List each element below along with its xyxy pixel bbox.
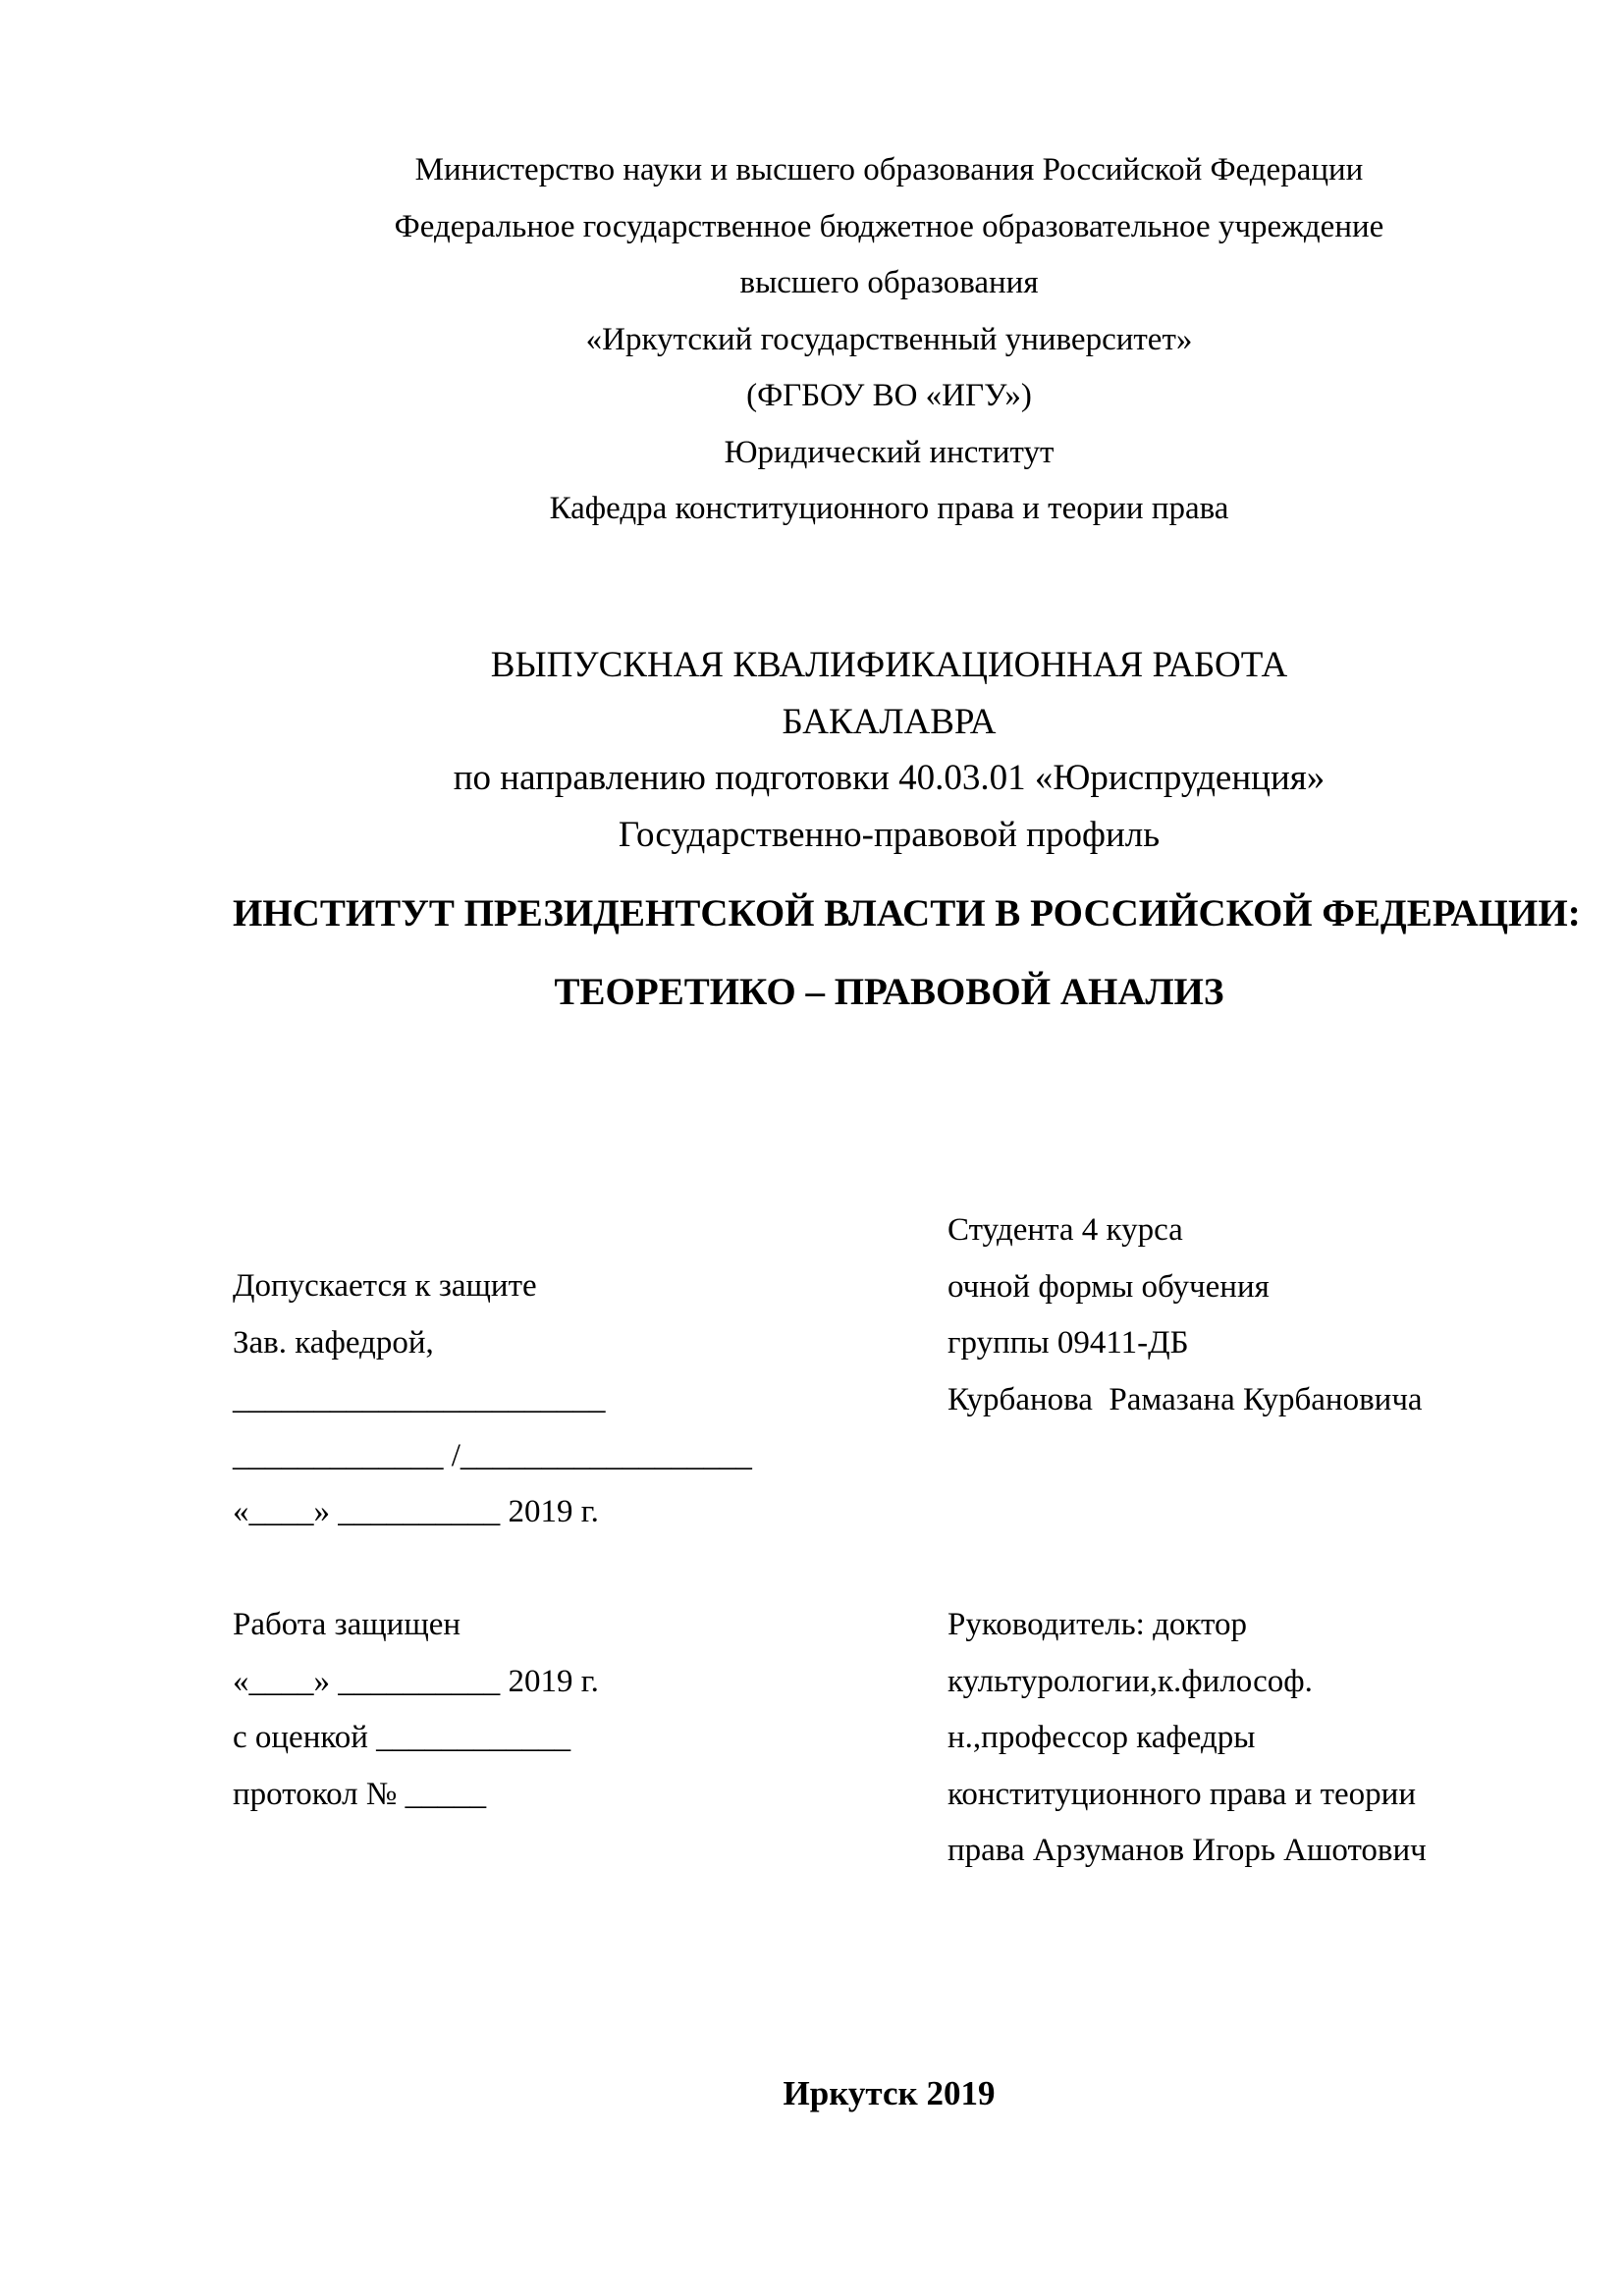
specialty-line: по направлению подготовки 40.03.01 «Юриспруденция» (453, 758, 1326, 798)
institution-line: Федеральное государственное бюджетное образовательное учреждение (394, 208, 1384, 244)
department-head-line: Зав. кафедрой, (233, 1324, 434, 1361)
ministry-line: Министерство науки и высшего образования Российской Федерации (414, 152, 1364, 187)
student-name-line: Курбанова Рамазана Курбановича (947, 1381, 1423, 1417)
study-form-line: очной формы обучения (947, 1268, 1270, 1305)
work-defended-line: Работа защищен (233, 1607, 461, 1642)
thesis-title (233, 875, 1581, 1032)
defense-date-blank-line: «____» __________ 2019 г. (233, 1663, 599, 1699)
approval-date-blank-line: «____» __________ 2019 г. (233, 1494, 599, 1529)
profile-line: Государственно-правовой профиль (618, 814, 1161, 855)
education-level-line: высшего образования (739, 265, 1039, 300)
supervisor-section (947, 1597, 1427, 1880)
work-type-line: ВЫПУСКНАЯ КВАЛИФИКАЦИОННАЯ РАБОТА (490, 645, 1288, 685)
defense-section (233, 1597, 599, 1823)
thesis-title-line-1: ИНСТИТУТ ПРЕЗИДЕНТСКОЙ ВЛАСТИ В РОССИЙСКОЙ ФЕДЕРАЦИИ: (233, 892, 1581, 934)
university-header (233, 142, 1545, 538)
supervisor-name-line: права Арзуманов Игорь Ашотович (947, 1833, 1427, 1868)
department-line: Кафедра конституционного права и теории права (549, 491, 1229, 526)
city-year-footer (233, 2065, 1545, 2122)
admitted-to-defense-line: Допускается к защите (233, 1268, 537, 1304)
student-course-line: Студента 4 курса (947, 1212, 1183, 1248)
approval-section (233, 1258, 752, 1541)
institute-line: Юридический институт (724, 434, 1055, 470)
university-abbrev-line: (ФГБОУ ВО «ИГУ») (746, 378, 1032, 413)
work-type-section (233, 637, 1545, 863)
supervisor-department-line: конституционного права и теории (947, 1776, 1416, 1812)
supervisor-title-line: Руководитель: доктор (947, 1607, 1247, 1642)
student-section (947, 1202, 1423, 1428)
grade-blank-line: с оценкой ____________ (233, 1720, 571, 1755)
degree-line: БАКАЛАВРА (782, 701, 997, 742)
protocol-number-blank-line: протокол № _____ (233, 1776, 487, 1812)
thesis-title-line-2: ТЕОРЕТИКО – ПРАВОВОЙ АНАЛИЗ (554, 971, 1224, 1013)
signature-blank-line: _______________________ (233, 1381, 606, 1416)
supervisor-degree-line-1: культурологии,к.философ. (947, 1663, 1313, 1699)
group-line: группы 09411-ДБ (947, 1325, 1189, 1361)
signature-name-blank-line: _____________ /__________________ (233, 1437, 752, 1473)
university-name-line: «Иркутский государственный университет» (585, 321, 1193, 357)
city-year-line: Иркутск 2019 (783, 2074, 996, 2112)
supervisor-degree-line-2: н.,профессор кафедры (947, 1720, 1256, 1755)
